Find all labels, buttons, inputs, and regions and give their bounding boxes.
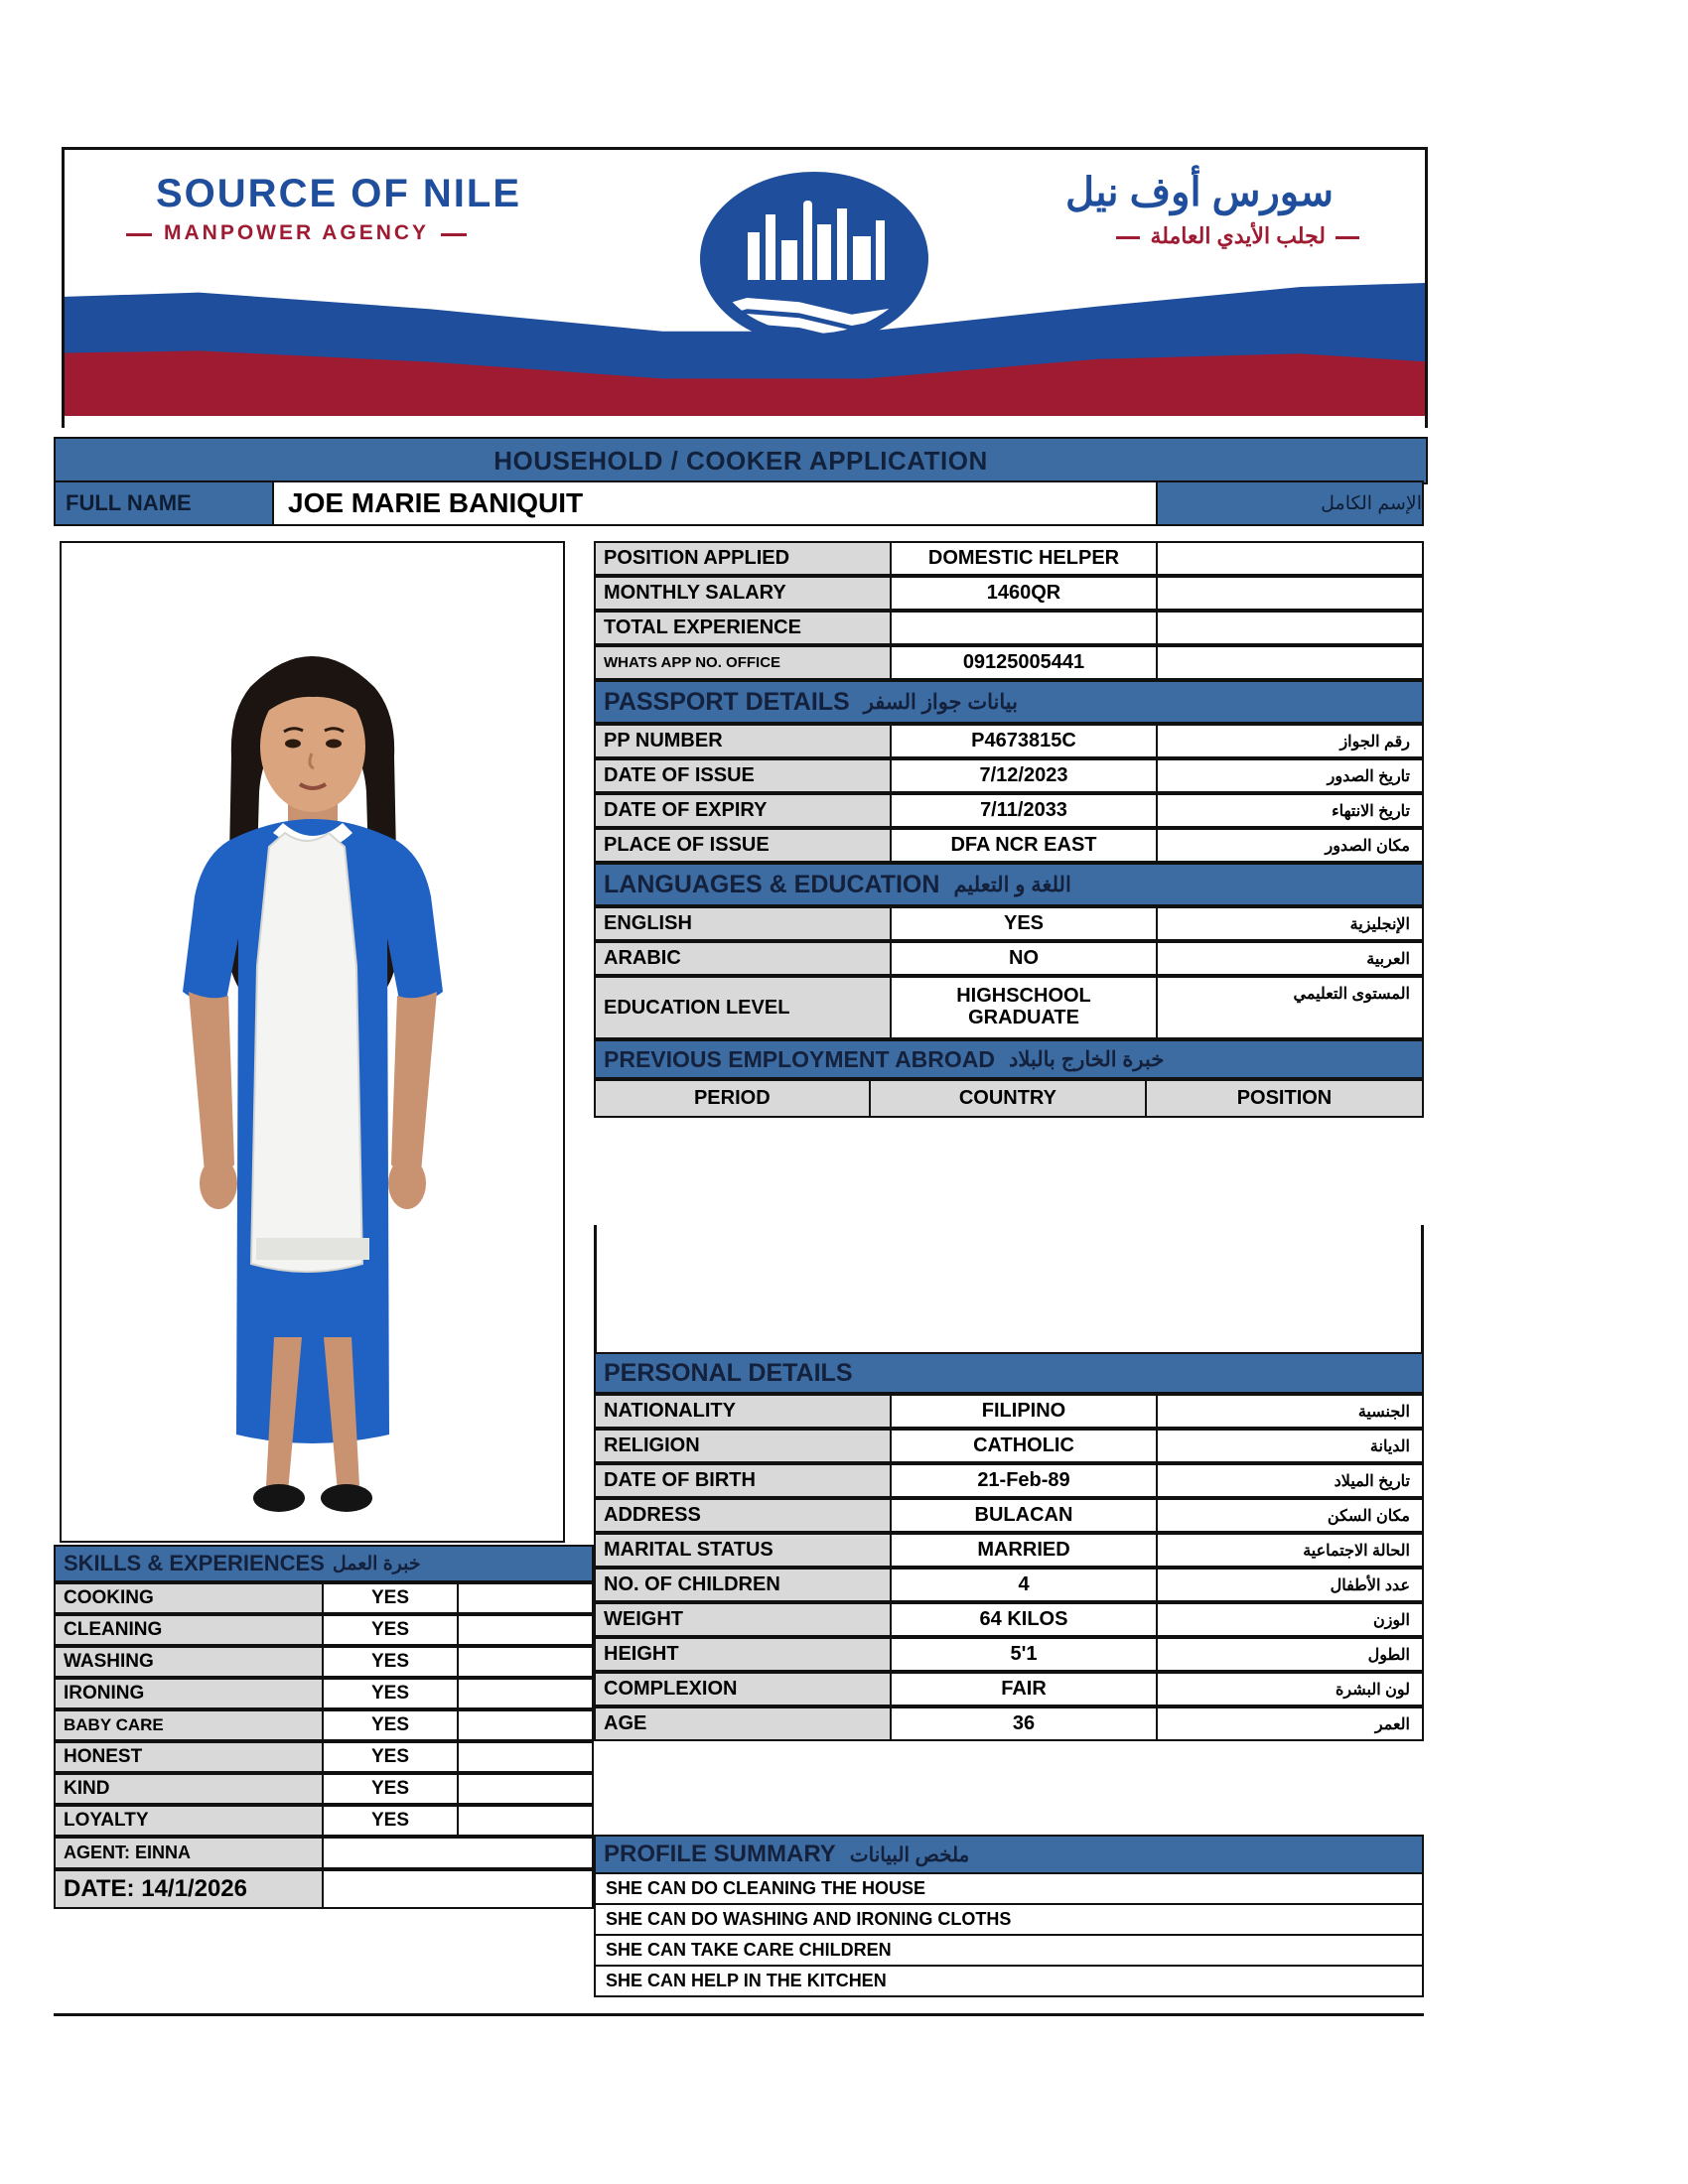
arabic-value: NO xyxy=(892,941,1158,976)
table-row xyxy=(594,1429,1424,1463)
date-row xyxy=(54,1869,594,1909)
table-row xyxy=(54,1741,594,1773)
date-of-issue-ar: تاريخ الصدور xyxy=(1158,758,1424,793)
date-of-birth-label: DATE OF BIRTH xyxy=(594,1463,892,1498)
personal-details-label-en: PERSONAL DETAILS xyxy=(604,1358,853,1387)
marital-status-label: MARITAL STATUS xyxy=(594,1533,892,1568)
english-label: ENGLISH xyxy=(594,906,892,941)
period-header: PERIOD xyxy=(594,1079,871,1118)
table-row xyxy=(594,1394,1424,1429)
skill-washing-value: YES xyxy=(324,1646,459,1678)
table-row xyxy=(594,1533,1424,1568)
profile-summary-line: SHE CAN HELP IN THE KITCHEN xyxy=(594,1967,1424,1997)
height-label: HEIGHT xyxy=(594,1637,892,1672)
table-row xyxy=(594,1602,1424,1637)
weight-label: WEIGHT xyxy=(594,1602,892,1637)
skills-table xyxy=(54,1545,594,1909)
table-row xyxy=(594,645,1424,680)
skill-loyalty-blank xyxy=(459,1805,594,1837)
table-row xyxy=(594,976,1424,1039)
whatsapp-office-ar xyxy=(1158,645,1424,680)
logo-name-en: SOURCE OF NILE xyxy=(156,172,522,215)
logo-subtitle-ar: لجلب الأيدي العاملة xyxy=(1150,223,1326,248)
applicant-photo xyxy=(60,541,565,1543)
skill-cleaning-label: CLEANING xyxy=(54,1614,324,1646)
education-level-label: EDUCATION LEVEL xyxy=(594,976,892,1039)
divider-line-right xyxy=(1421,1225,1424,1354)
application-details-table xyxy=(594,541,1424,1118)
table-row xyxy=(594,941,1424,976)
skill-honest-value: YES xyxy=(324,1741,459,1773)
whatsapp-office-label: WHATS APP NO. OFFICE xyxy=(594,645,892,680)
table-row xyxy=(54,1646,594,1678)
date-of-expiry-value: 7/11/2033 xyxy=(892,793,1158,828)
bottom-border xyxy=(54,2013,1424,2016)
english-ar: الإنجليزية xyxy=(1158,906,1424,941)
agent-label: AGENT: EINNA xyxy=(54,1837,324,1869)
weight-ar: الوزن xyxy=(1158,1602,1424,1637)
profile-summary-header xyxy=(594,1835,1424,1874)
skill-cooking-blank xyxy=(459,1582,594,1614)
address-value: BULACAN xyxy=(892,1498,1158,1533)
previous-employment-label-en: PREVIOUS EMPLOYMENT ABROAD xyxy=(604,1045,996,1072)
table-row xyxy=(594,1463,1424,1498)
whatsapp-office-value: 09125005441 xyxy=(892,645,1158,680)
skills-section-label-ar: خبرة العمل xyxy=(332,1553,421,1574)
skill-washing-blank xyxy=(459,1646,594,1678)
position-applied-ar xyxy=(1158,541,1424,576)
age-ar: العمر xyxy=(1158,1706,1424,1741)
skill-loyalty-label: LOYALTY xyxy=(54,1805,324,1837)
table-row xyxy=(594,724,1424,758)
place-of-issue-value: DFA NCR EAST xyxy=(892,828,1158,863)
full-name-value: JOE MARIE BANIQUIT xyxy=(274,480,1158,526)
skill-loyalty-value: YES xyxy=(324,1805,459,1837)
no-of-children-value: 4 xyxy=(892,1568,1158,1602)
skill-baby-care-label: BABY CARE xyxy=(54,1709,324,1741)
height-value: 5'1 xyxy=(892,1637,1158,1672)
country-header: COUNTRY xyxy=(871,1079,1148,1118)
total-experience-label: TOTAL EXPERIENCE xyxy=(594,611,892,645)
date-of-birth-ar: تاريخ الميلاد xyxy=(1158,1463,1424,1498)
profile-summary-label-ar: ملخص البيانات xyxy=(849,1843,970,1866)
religion-value: CATHOLIC xyxy=(892,1429,1158,1463)
table-row xyxy=(54,1614,594,1646)
arabic-ar: العربية xyxy=(1158,941,1424,976)
profile-summary-label-en: PROFILE SUMMARY xyxy=(604,1841,836,1867)
english-value: YES xyxy=(892,906,1158,941)
profile-summary-block xyxy=(594,1835,1424,1997)
date-blank xyxy=(324,1869,594,1909)
logo-name-ar: سورس أوف نيل xyxy=(1065,171,1334,214)
globe-skyline-icon xyxy=(700,172,928,345)
languages-section-label-en: LANGUAGES & EDUCATION xyxy=(604,870,940,898)
marital-status-ar: الحالة الاجتماعية xyxy=(1158,1533,1424,1568)
pp-number-value: P4673815C xyxy=(892,724,1158,758)
table-row xyxy=(54,1709,594,1741)
profile-summary-line: SHE CAN DO CLEANING THE HOUSE xyxy=(594,1874,1424,1905)
table-row xyxy=(594,541,1424,576)
agency-logo-header xyxy=(62,147,1428,428)
table-row xyxy=(594,1672,1424,1706)
education-level-ar: المستوى التعليمي xyxy=(1158,976,1424,1039)
religion-ar: الديانة xyxy=(1158,1429,1424,1463)
passport-section-label-en: PASSPORT DETAILS xyxy=(604,687,850,716)
skills-section-header xyxy=(54,1545,594,1582)
personal-details-table xyxy=(594,1352,1424,1741)
table-row xyxy=(54,1678,594,1709)
no-of-children-label: NO. OF CHILDREN xyxy=(594,1568,892,1602)
table-row xyxy=(54,1805,594,1837)
age-label: AGE xyxy=(594,1706,892,1741)
table-row xyxy=(594,611,1424,645)
address-label: ADDRESS xyxy=(594,1498,892,1533)
full-name-label-ar: الإسم الكامل xyxy=(1158,480,1424,526)
table-row xyxy=(594,1637,1424,1672)
age-value: 36 xyxy=(892,1706,1158,1741)
table-row xyxy=(594,906,1424,941)
divider-line-left xyxy=(594,1225,597,1354)
table-row xyxy=(594,1706,1424,1741)
nationality-label: NATIONALITY xyxy=(594,1394,892,1429)
skill-ironing-label: IRONING xyxy=(54,1678,324,1709)
marital-status-value: MARRIED xyxy=(892,1533,1158,1568)
skill-cleaning-blank xyxy=(459,1614,594,1646)
monthly-salary-label: MONTHLY SALARY xyxy=(594,576,892,611)
pp-number-ar: رقم الجواز xyxy=(1158,724,1424,758)
skill-washing-label: WASHING xyxy=(54,1646,324,1678)
date-label: DATE: 14/1/2026 xyxy=(54,1869,324,1909)
skill-baby-care-blank xyxy=(459,1709,594,1741)
table-row xyxy=(594,1498,1424,1533)
weight-value: 64 KILOS xyxy=(892,1602,1158,1637)
full-name-label: FULL NAME xyxy=(54,480,274,526)
date-of-issue-value: 7/12/2023 xyxy=(892,758,1158,793)
date-of-birth-value: 21-Feb-89 xyxy=(892,1463,1158,1498)
nationality-value: FILIPINO xyxy=(892,1394,1158,1429)
profile-summary-line: SHE CAN DO WASHING AND IRONING CLOTHS xyxy=(594,1905,1424,1936)
skills-section-label-en: SKILLS & EXPERIENCES xyxy=(64,1551,325,1575)
full-name-row xyxy=(54,480,1424,526)
logo-subtitle-en: MANPOWER AGENCY xyxy=(164,221,430,244)
page-title: HOUSEHOLD / COOKER APPLICATION xyxy=(54,437,1428,484)
pp-number-label: PP NUMBER xyxy=(594,724,892,758)
education-level-line1: HIGHSCHOOL xyxy=(956,985,1091,1008)
monthly-salary-ar xyxy=(1158,576,1424,611)
personal-details-section-header xyxy=(594,1352,1424,1394)
skill-cooking-value: YES xyxy=(324,1582,459,1614)
previous-employment-section-header xyxy=(594,1039,1424,1079)
table-row xyxy=(594,1568,1424,1602)
date-of-expiry-ar: تاريخ الانتهاء xyxy=(1158,793,1424,828)
skill-baby-care-value: YES xyxy=(324,1709,459,1741)
religion-label: RELIGION xyxy=(594,1429,892,1463)
complexion-ar: لون البشرة xyxy=(1158,1672,1424,1706)
passport-section-header xyxy=(594,680,1424,724)
date-of-issue-label: DATE OF ISSUE xyxy=(594,758,892,793)
date-of-expiry-label: DATE OF EXPIRY xyxy=(594,793,892,828)
agent-row xyxy=(54,1837,594,1869)
table-row xyxy=(594,793,1424,828)
total-experience-ar xyxy=(1158,611,1424,645)
table-row xyxy=(594,828,1424,863)
table-row xyxy=(594,576,1424,611)
table-row xyxy=(54,1773,594,1805)
skill-ironing-blank xyxy=(459,1678,594,1709)
place-of-issue-ar: مكان الصدور xyxy=(1158,828,1424,863)
agent-blank xyxy=(324,1837,594,1869)
skill-honest-blank xyxy=(459,1741,594,1773)
place-of-issue-label: PLACE OF ISSUE xyxy=(594,828,892,863)
languages-section-label-ar: اللغة و التعليم xyxy=(953,873,1071,896)
profile-summary-line: SHE CAN TAKE CARE CHILDREN xyxy=(594,1936,1424,1967)
arabic-label: ARABIC xyxy=(594,941,892,976)
position-applied-label: POSITION APPLIED xyxy=(594,541,892,576)
education-level-line2: GRADUATE xyxy=(968,1007,1079,1028)
skill-honest-label: HONEST xyxy=(54,1741,324,1773)
nationality-ar: الجنسية xyxy=(1158,1394,1424,1429)
skill-kind-value: YES xyxy=(324,1773,459,1805)
skill-cleaning-value: YES xyxy=(324,1614,459,1646)
complexion-value: FAIR xyxy=(892,1672,1158,1706)
height-ar: الطول xyxy=(1158,1637,1424,1672)
complexion-label: COMPLEXION xyxy=(594,1672,892,1706)
education-level-value xyxy=(892,976,1158,1039)
skill-cooking-label: COOKING xyxy=(54,1582,324,1614)
skill-kind-blank xyxy=(459,1773,594,1805)
previous-employment-label-ar: خبرة الخارج بالبلاد xyxy=(1009,1047,1165,1071)
position-applied-value: DOMESTIC HELPER xyxy=(892,541,1158,576)
monthly-salary-value: 1460QR xyxy=(892,576,1158,611)
languages-section-header xyxy=(594,863,1424,906)
skill-kind-label: KIND xyxy=(54,1773,324,1805)
no-of-children-ar: عدد الأطفال xyxy=(1158,1568,1424,1602)
table-row xyxy=(54,1582,594,1614)
total-experience-value xyxy=(892,611,1158,645)
address-ar: مكان السكن xyxy=(1158,1498,1424,1533)
table-row xyxy=(594,758,1424,793)
position-header: POSITION xyxy=(1147,1079,1424,1118)
skill-ironing-value: YES xyxy=(324,1678,459,1709)
previous-employment-header-row xyxy=(594,1079,1424,1118)
passport-section-label-ar: بيانات جواز السفر xyxy=(863,690,1018,714)
